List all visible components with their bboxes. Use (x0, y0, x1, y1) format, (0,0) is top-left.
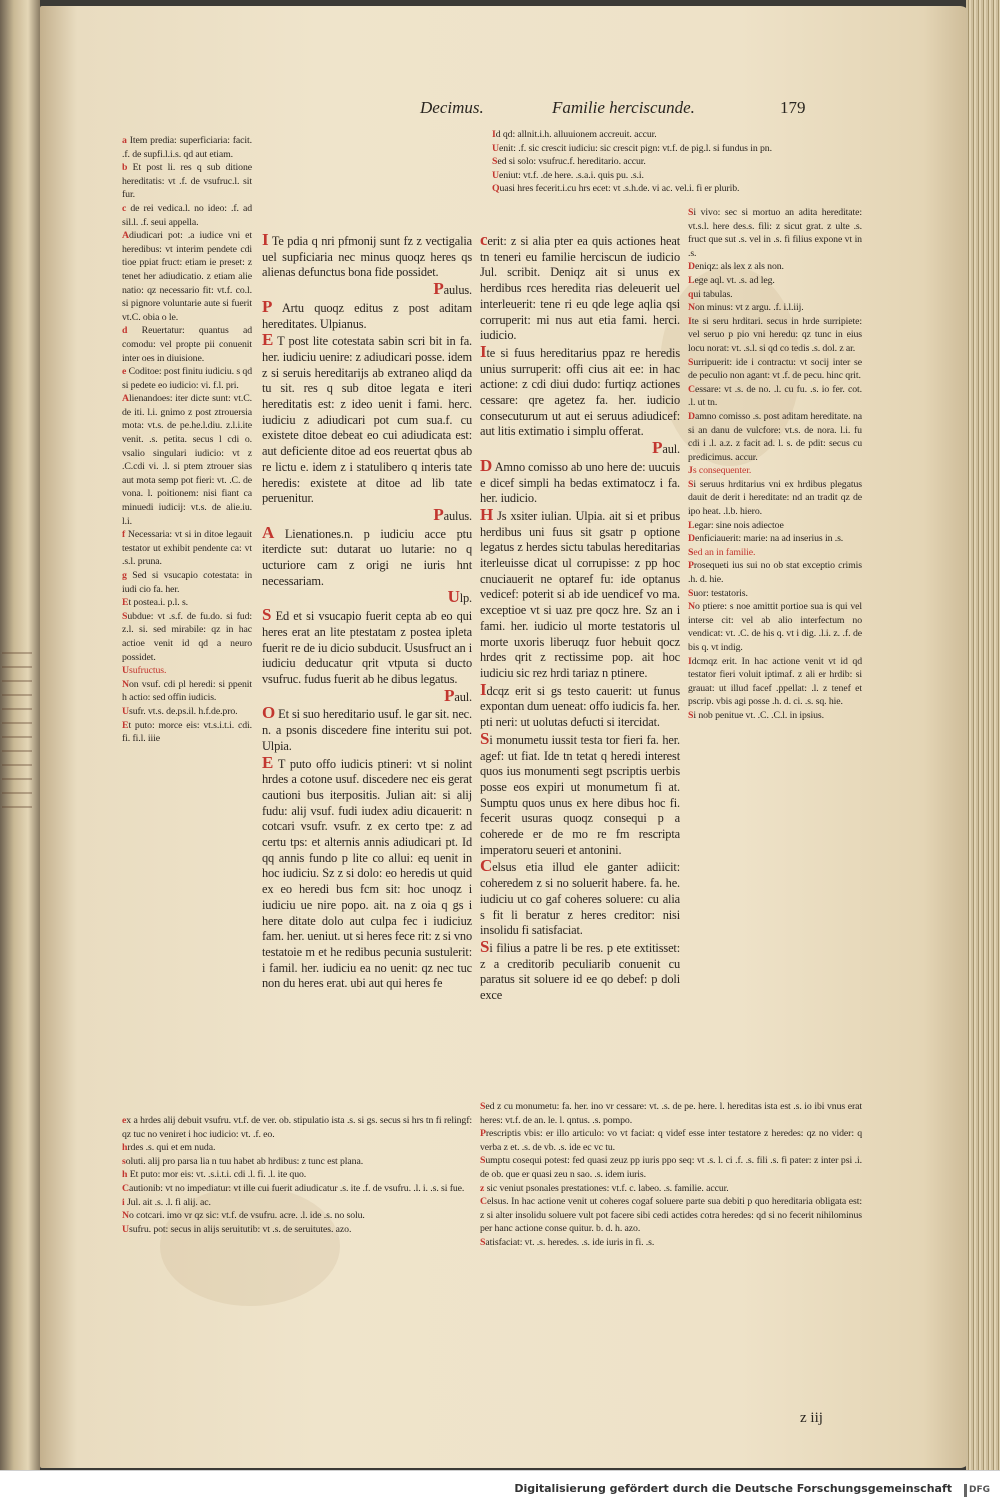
text-block (122, 124, 862, 1248)
gloss-paragraph: Non minus: vt z argu. .f. i.l.iij. (688, 302, 804, 314)
logo-bar (964, 1484, 967, 1497)
gloss-paragraph: Denficiauerit: marie: na ad inserius in .s. (688, 533, 844, 545)
gloss-paragraph: Et puto: morce eis: vt.s.i.t.i. cdi. fi. fi.l. iiie (122, 719, 252, 745)
gloss-paragraph: Sed z cu monumetu: fa. her. ino vr cessare: vt. .s. de pe. here. l. hereditas ista est .s. io ibi vnus erat heres: vt.f. de an. le. l. qntus. .s. pompo. (480, 1101, 862, 1126)
gloss-paragraph: Sed si solo: vsufruc.f. hereditario. accur. (492, 156, 646, 168)
gloss-paragraph: d Reuertatur: quantus ad comodu: vel propte pii conuenit inter oes in diuisione. (122, 325, 252, 364)
gloss-column-left (122, 134, 252, 1114)
gloss-paragraph: c de rei vedica.l. no ideo: .f. ad sil.l. .f. seui appella. (122, 202, 252, 228)
gloss-paragraph: Celsus. In hac actione venit ut coheres cogaf soluere parte sua debiti p quo hereditaria obligata est: z si alter insolidu soluere vult pot facere sibi cedi actides cotra heredes: qd si no fecerit nihilominus per hanc actione conse quitur. b. d. h. azo. (480, 1196, 862, 1235)
gloss-paragraph: Et postea.i. p.l. s. (122, 597, 189, 609)
main-paragraph: O Et si suo hereditario usuf. le gar sit. nec. n. a psonis discedere fine interitu sui pot. Ulpia. (262, 703, 472, 753)
gloss-paragraph: h Et puto: mor eis: vt. .s.i.t.i. cdi .l. fi. .l. ite quo. (122, 1169, 307, 1181)
speaker-rubric: Paul. (652, 438, 680, 458)
speaker-rubric: Ulp. (447, 587, 472, 607)
gloss-paragraph: Uenit: .f. sic crescit iudiciu: sic crescit pign: vt.f. de pig.l. si fundus in pn. (492, 142, 772, 154)
gloss-paragraph: Non vsuf. cdi pl heredi: si ppenit h actio: sed offin iudicis. (122, 678, 252, 704)
gloss-paragraph: Cessare: vt .s. de no. .l. cu fu. .s. io fer. cot. .l. ut tn. (688, 383, 862, 409)
gloss-paragraph: b Et post li. res q sub ditione hereditatis: vt .f. de vsufruc.l. sit fur. (122, 162, 252, 201)
gloss-paragraph: Legar: sine nois adiectoe (688, 519, 784, 531)
gloss-paragraph: i Jul. ait .s. .l. fi alij. ac. (122, 1196, 211, 1208)
gloss-paragraph: Si nob penitue vt. .C. .C.l. in ipsius. (688, 709, 824, 721)
signature-mark: z iij (800, 1410, 823, 1426)
gloss-paragraph: Adiudicari pot: .a iudice vni et heredibus: vt interim pendete cdi tioe ppiat fruct: etiam ie preset: z tenet her adiudicatio. z etiam alie natio: qz necessario fit: vt.f. co.l. si pignore voluntarie aute si fuerit vt.C. obia o le. (122, 230, 252, 323)
gloss-paragraph: z sic veniut psonales prestationes: vt.f. c. labeo. .s. familie. accur. (480, 1182, 729, 1194)
gloss-rubric-heading: Sed an in familie. (688, 546, 756, 558)
speaker-rubric: Paulus. (433, 279, 472, 299)
main-paragraph: Si monumetu iussit testa tor fieri fa. her. agef: ut fiat. Ide tn tetat q heredi interest quos ius monumenti segt pscriptis uerbis posse eos expiri ut monumetum fi at. Sumptu quos unus ex here dibus hoc fi. fecerit usuras quoqz consequi p a coherede er de mo re fm rescripta imperatoru seueri et antonini. (480, 728, 680, 857)
main-paragraph: I Te pdia q nri pfmonij sunt fz z vectigalia uel supficiaria nec minus quoqz heres qs alienas defunctus bona fide possidet. (262, 230, 472, 280)
gloss-paragraph: Ueniut: vt.f. .de here. .s.a.i. quis pu. .s.i. (492, 169, 644, 181)
digitization-footer (0, 1470, 1000, 1509)
gloss-paragraph: Id qd: allnit.i.h. alluuionem accreuit. accur. (492, 129, 657, 140)
page-fore-edge (966, 0, 1000, 1470)
main-paragraph: Si filius a patre li be res. p ete extitisset: z a creditorib peculiarib conuenit cu paratus sit soluere id ee qo debef: p doli exce (480, 936, 680, 1003)
logo-text: DFG (968, 1485, 990, 1495)
running-head (420, 98, 840, 120)
gloss-paragraph: Prescriptis vbis: er illo articulo: vo vt faciat: q videf esse inter testatore z heredes: qz no vider: q verba z et. .s. de vb. .s. ide ec vc tu. (480, 1128, 862, 1153)
gloss-paragraph: Quasi hres fecerit.i.cu hrs ecet: vt .s.h.de. vi ac. vel.i. fi er plurib. (492, 183, 740, 195)
main-paragraph: E T puto offo iudicis ptineri: vt si nolint hrdes a cotone usuf. discedere nec eis gerat cautioni bus iterpositis. Julian ait: si alij fudu: alij vsuf. fudi iudex adiu dicauerit: n cotcari vsufr. vsufr. z ex certo tpe: z ad certu tps: et alternis annis adiudicari pt. Id qq annis fundo p lite co allui: eq uenit in hoc iudiciu. Sz z si dolo: eo heredis ut quid ex eo heredi bus fcm sit: hoc unoqz i iudiciu ue nire popo. ait. na z oia q gs i here ditate dolo aut culpa fec i iudiciuz fam. her. ueniut. ut si heres fece rit: z si vno testatoie m et he redibus pecunia sustulerit: i famil. her. iudiciu ea no uenit: qz nec tuc non du heres erat. ubi aut qui heres fe (262, 752, 472, 991)
gloss-paragraph: No ptiere: s noe amittit portioe sua is qui vel interse cit: vel ab alio interfectum no vendicat: vt. .C. de his q. vt i dig. .l.i. z. .f. de bis q. vt indig. (688, 601, 862, 653)
main-paragraph: S Ed et si vsucapio fuerit cepta ab eo qui heres erat an lite ptestatam z postea ipleta fuerit re de iu dicio subducit. Ususfruct an i iudiciu deducatur qrit vtputa si ducto vsufruc. fudus fuerit ab he dibus legatus. (262, 605, 472, 686)
gloss-paragraph: qui tabulas. (688, 288, 733, 300)
main-paragraph: D Amno comisso ab uno here de: uucuis e dicef simpli ha bedas extimatocz i fa. her. iudicio. (480, 455, 680, 506)
gloss-bottom-right (480, 1100, 862, 1248)
folio-number: 179 (780, 98, 806, 117)
gloss-paragraph: hrdes .s. qui et em nuda. (122, 1142, 216, 1154)
book-page (40, 6, 970, 1468)
main-paragraph: A Lienationes.n. p iudiciu acce ptu iterdicte sut: dutarat uo lutarie: no q ucturiore cam z origi ne iuris hnt necessariam. (262, 522, 472, 588)
main-paragraph: Idcqz erit si gs testo cauerit: ut funus expontan dum ueneat: offo iudicis fa. her. pti neri: ut uolutas defucti si itercidat. (480, 679, 680, 730)
main-paragraph: H Js xsiter iulian. Ulpia. ait si et pribus herdibus uni fuus sit gsatr p optione legatus z herdes sictu tabulas hereditarias iterleuisse dicat ul corrupisse: z pp hoc cnuciauerit ne optaref fu: ide optanus vedicef: poterit si ab ide uendicef vo ma. exceptioe vt si uaz pre qocz hre. Sz an i fami. her. iudicio ul morte testatoris ul morte uxoris liberuqz fuor hebuit qocz hrdes qrit z rectissime pop. ait hoc iudiciu sic rez hrdi tariaz n ptinere. (480, 504, 680, 680)
funding-credit: Digitalisierung gefördert durch die Deutsche Forschungsgemeinschaft (514, 1482, 952, 1495)
main-paragraph: Celsus etia illud ele ganter adiicit: coheredem z si no soluerit habere. fa. he. iudiciu ut co gaf coheres soluere: cu alia s fit li beratur z heres creditor: nisi insolidu fi satisfaciat. (480, 856, 680, 938)
gloss-paragraph: Subdue: vt .s.f. de fu.do. si fud: z.l. si. sed mirabile: qz in hac actioe venit id qd a neuro possidet. (122, 610, 252, 663)
gloss-paragraph: g Sed si vsucapio cotestata: in iudi cio fa. her. (122, 570, 252, 595)
gloss-paragraph: f Necessaria: vt si in ditoe legauit testator ut exhibit pendente ca: vt .s.l. pruna. (122, 529, 252, 568)
speaker-rubric: Paul. (444, 685, 472, 705)
gloss-paragraph: No cotcari. imo vr qz sic: vt.f. de vsufru. acre. .l. ide .s. no solu. (122, 1210, 365, 1222)
gloss-paragraph: Cautionib: vt no impediatur: vt ille cui fuerit adiudicatur .s. ite .f. de vsufru. .l. i. .s. si fue. (122, 1182, 465, 1194)
gloss-paragraph: Lege aql. vt. .s. ad leg. (688, 274, 775, 286)
gloss-paragraph: Usufru. pot: secus in alijs seruitutib: vt .s. de seruitutes. azo. (122, 1223, 352, 1235)
main-paragraph: P Artu quoqz editus z post aditam hereditates. Ulpianus. (262, 296, 472, 331)
running-head-left: Decimus. (420, 98, 484, 117)
main-paragraph: Ite si fuus hereditarius ppaz re heredis unius surruperit: offi cius ait ee: in hac actione: z cdi diui dudo: furtiqz actiones cessare: qre agetez fa. her. iudicio consecuturum ut aut ei seruus adiudicef: aut litis extimatio i simplu offerat. (480, 341, 680, 439)
gloss-paragraph: soluti. alij pro parsa lia n tuu habet ab hrdibus: z tunc est plana. (122, 1155, 364, 1167)
gloss-paragraph: Suor: testatoris. (688, 587, 748, 599)
main-text-column-right (480, 232, 680, 1112)
gloss-paragraph: Si vivo: sec si mortuo an adita hereditate: vt.s.l. here des.s. fili: z sicut grat. z ulte .s. fruct que sut .s. vel in .s. fi filius expone vt in .s. (688, 207, 862, 259)
gloss-paragraph: Ite si seru hrditari. secus in hrde surripiete: vel seruo p pio vni heredu: qz tunc in eius locu norat: vt. .s.l. si qd co tedis .s. dol. z ar. (688, 315, 862, 354)
speaker-rubric: Paulus. (433, 504, 472, 524)
running-head-title: Familie herciscunde. (552, 98, 695, 117)
gloss-bottom-left (122, 1114, 472, 1254)
gloss-paragraph: Sumptu cosequi potest: fed quasi zeuz pp iuris ppo seq: vt .s. l. ci .f. .s. fili .s. fi pater: z inter psi .i. de ob. que er quasi zeu n sao. .s. idem iuris. (480, 1155, 862, 1180)
gloss-column-right (688, 206, 862, 1106)
gloss-paragraph: Surripuerit: ide i contractu: vt socij inter se de peculio non agant: vt .f. de pecu. hinc qrit. (688, 356, 862, 382)
gloss-paragraph: e Coditoe: post finitu iudiciu. s qd si pedete eo iudicio: vi. f.l. pri. (122, 366, 253, 391)
gloss-paragraph: Alienandoes: iter dicte sunt: vt.C. de iti. l.i. gnimo z post ztrouersia mota: vt.s. de pe.he.l.diu. z.l.i.ite venit. .s. petita. secus l cdi o. vsalio singulari iudicio: vt z .C.cdi vi. .l. si ptem ztrouer sias aut mota semp pot fieri: vt. .C. de vona. l. poitionem: nisi fiant ca minuedi iudicij: vt.s. de alie.iu. l.i. (122, 393, 252, 527)
gloss-paragraph: Prosequeti ius sui no ob stat exceptio crimis .h. d. hie. (688, 560, 862, 586)
gloss-paragraph: Deniqz: als lex z als non. (688, 261, 784, 273)
gloss-paragraph: a Item predia: superficiaria: facit. .f. de supfi.l.i.s. qd aut etiam. (122, 135, 252, 160)
gloss-paragraph: Damno comisso .s. post aditam hereditate. na si an danu de vulcfore: vt.s. de nora. l.i. fu cdi i .l. a.z. z facit ad. l. s. de pdit: secus cu predicimus. accur. (688, 410, 862, 463)
gloss-paragraph: Si seruus hrditarius vni ex hrdibus plegatus dauit de derit i hereditate: nd an tradit qz de ipo heat. .l.b. hiero. (688, 478, 862, 518)
facing-page-margin-notes (2, 640, 32, 820)
main-text-column-left (262, 232, 472, 1102)
gloss-paragraph: Usufr. vt.s. de.ps.il. h.f.de.pro. (122, 705, 238, 717)
main-paragraph: E T post lite cotestata sabin scri bit in fa. her. iudiciu uenire: z adiudicari posse. idem z si seruis hereditarijs ab extraneo aliqd da tu sit. res q sub ditoe legata e iteri hereditatis est: z ideo uenit i fami. herc. iudiciu z adiudicari pot cum sua.f. cu existete ditoe debeat eo cui adiudicata est: aut deficiente ditoe ad eos reuertat qbus ab re lictu e. idem z i statulibero q interis tate heredis: existete at ditoe ad lib tate peruenitur. (262, 330, 472, 506)
gloss-top-center (492, 128, 822, 195)
gloss-paragraph: Idcmqz erit. In hac actione venit vt id qd testator fieri voluit iptimaf. z ali er hrdib: si grauat: ut illud facef .ppellat: .l. z tenef et pscrip. vbis agi posse .h. d. ci. .s. sq. hie. (688, 655, 862, 708)
gloss-rubric-heading: Usufructus. (122, 665, 167, 677)
gloss-paragraph: Satisfaciat: vt. .s. heredes. .s. ide iuris in fi. .s. (480, 1236, 655, 1248)
dfg-logo-icon (960, 1482, 994, 1498)
main-paragraph: cerit: z si alia pter ea quis actiones heat tn teneri eu familie herciscun de iudicio Jul. scribit. Deniqz ait si unus ex herdibus rces heredita rias deleuerit uel interleuerit: tene ri eu qde lege aqlia qsi corruperit: mi nus aut etia fami. herci. iudicio. (480, 230, 680, 343)
gloss-paragraph: ex a hrdes alij debuit vsufru. vt.f. de ver. ob. stipulatio ista .s. si gs. secus si hrs tn fi relingf: qz tuc no veniret i hoc iudicio: vt. .f. eo. (122, 1115, 472, 1140)
gloss-rubric-heading: Js consequenter. (688, 465, 752, 477)
